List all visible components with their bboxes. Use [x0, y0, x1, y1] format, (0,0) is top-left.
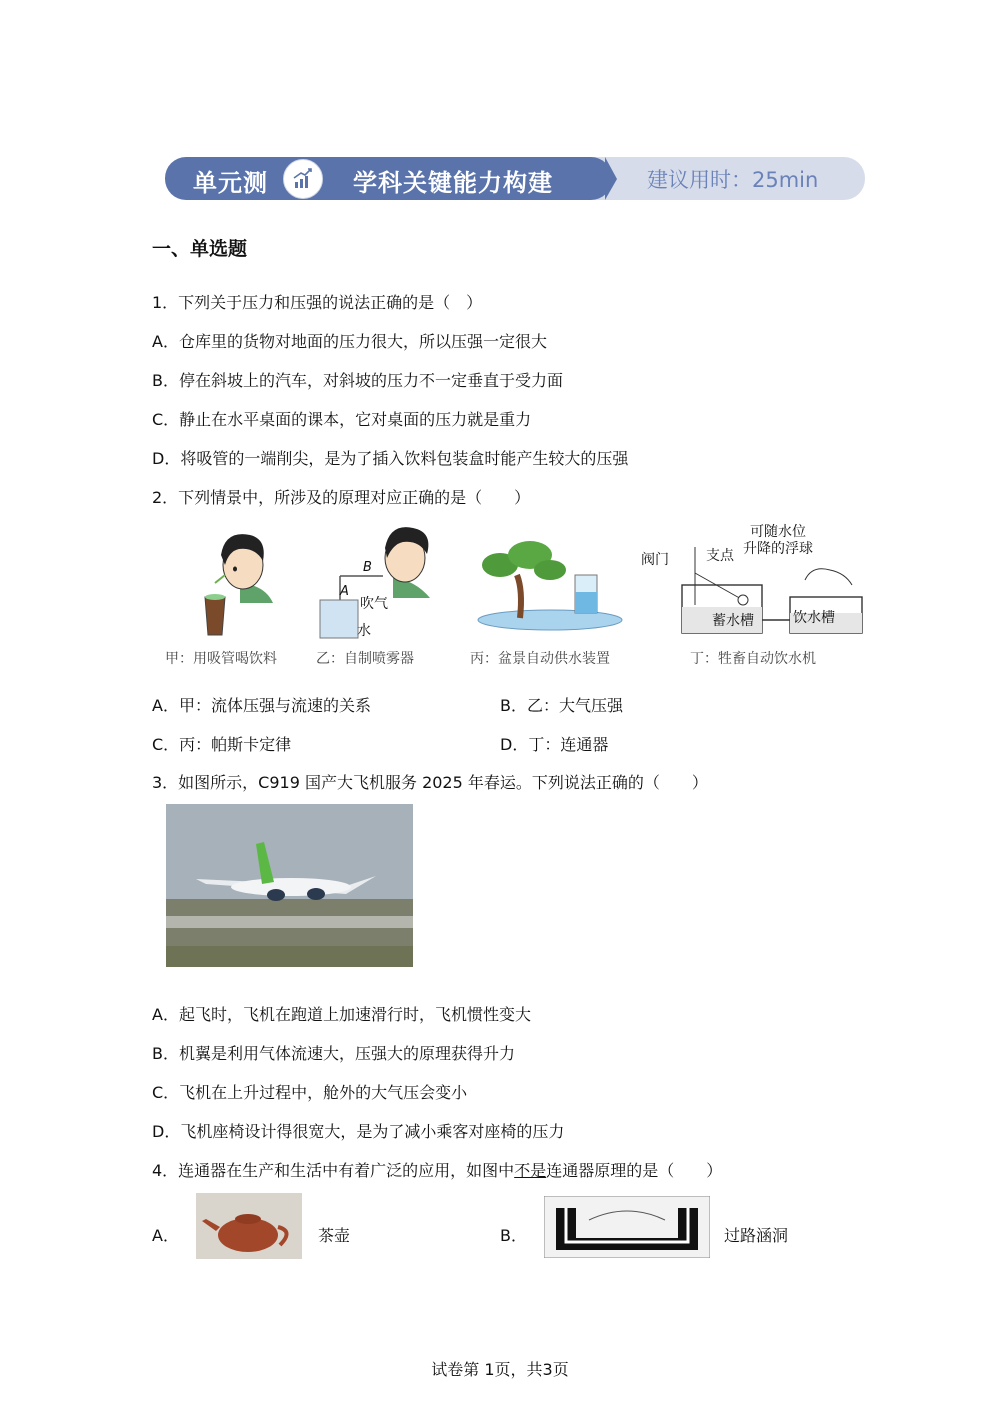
banner-subject-title: 学科关键能力构建 [353, 169, 553, 197]
label-fuqiu-1: 可随水位 [750, 524, 806, 540]
q3-stem: 3．如图所示，C919 国产大飞机服务 2025 年春运。下列说法正确的（ ） [152, 773, 708, 792]
q1-option-b: B．停在斜坡上的汽车，对斜坡的压力不一定垂直于受力面 [152, 371, 563, 390]
label-zhidian: 支点 [706, 548, 734, 564]
label-famen: 阀门 [641, 552, 669, 568]
section-title: 一、单选题 [152, 238, 248, 260]
q1-option-a: A．仓库里的货物对地面的压力很大，所以压强一定很大 [152, 332, 547, 351]
q3-option-a: A．起飞时，飞机在跑道上加速滑行时，飞机惯性变大 [152, 1005, 531, 1024]
q1-stem: 1．下列关于压力和压强的说法正确的是（ ） [152, 293, 483, 312]
label-fuqiu-2: 升降的浮球 [743, 541, 813, 557]
q4-option-b-text: 过路涵洞 [724, 1226, 789, 1245]
banner-arrow-cap [605, 157, 617, 200]
q1-option-d: D．将吸管的一端削尖，是为了插入饮料包装盒时能产生较大的压强 [152, 449, 629, 468]
banner-unit-label: 单元测 [193, 169, 268, 197]
figure-yi-caption: 乙：自制喷雾器 [316, 651, 414, 667]
q4-option-b-label: B． [500, 1226, 527, 1245]
q3-option-c: C．飞机在上升过程中，舱外的大气压会变小 [152, 1083, 468, 1102]
q4-stem-post: 连通器原理的是（ ） [546, 1161, 723, 1180]
label-chuiqi: 吹气 [360, 596, 388, 612]
culvert-diagram [544, 1196, 710, 1258]
figure-bing-bonsai [475, 540, 630, 640]
q2-option-c: C．丙：帕斯卡定律 [152, 735, 292, 754]
label-a: A [340, 584, 349, 599]
q4-option-a-text: 茶壶 [318, 1226, 351, 1245]
figure-jia-caption: 甲：用吸管喝饮料 [165, 651, 277, 667]
page-footer: 试卷第 1页，共3页 [431, 1360, 569, 1379]
teapot-photo [196, 1193, 302, 1259]
figure-jia-straw [195, 525, 285, 645]
q4-stem-underlined: 不是 [514, 1161, 547, 1180]
q4-option-a-label: A． [152, 1226, 179, 1245]
q2-option-d: D．丁：连通器 [500, 735, 609, 754]
q3-option-d: D．飞机座椅设计得很宽大，是为了减小乘客对座椅的压力 [152, 1122, 565, 1141]
label-b: B [363, 560, 372, 575]
c919-airplane-photo [166, 804, 413, 967]
banner-suggested-time: 建议用时：25min [647, 168, 819, 192]
figure-ding-caption: 丁：牲畜自动饮水机 [690, 651, 816, 667]
q1-option-c: C．静止在水平桌面的课本，它对桌面的压力就是重力 [152, 410, 532, 429]
figure-bing-caption: 丙：盆景自动供水装置 [470, 651, 610, 667]
label-shui: 水 [357, 623, 371, 639]
q4-stem-pre: 4．连通器在生产和生活中有着广泛的应用，如图中 [152, 1161, 515, 1180]
figure-yi-sprayer [315, 518, 440, 643]
chart-growth-icon [283, 159, 323, 199]
label-yinshuicao: 饮水槽 [793, 610, 835, 626]
q2-option-a: A．甲：流体压强与流速的关系 [152, 696, 371, 715]
header-banner [165, 157, 865, 200]
q2-option-b: B．乙：大气压强 [500, 696, 623, 715]
label-xushuicao: 蓄水槽 [712, 613, 754, 629]
q3-option-b: B．机翼是利用气体流速大，压强大的原理获得升力 [152, 1044, 515, 1063]
q2-stem: 2．下列情景中，所涉及的原理对应正确的是（ ） [152, 488, 531, 507]
q4-stem [152, 1158, 722, 1181]
